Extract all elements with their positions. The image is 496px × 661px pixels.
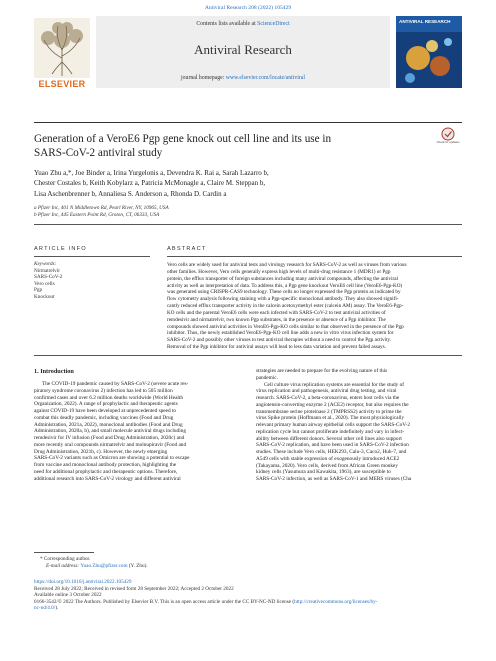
abstract-line: flow cytometry analysis following staining with a Pgp-specific monoclonal antibody. They also showed signifi- xyxy=(167,296,399,303)
body-line: research. SARS-CoV-2, a beta-coronavirus, enters host cells via the xyxy=(256,395,400,401)
article-title xyxy=(34,132,434,160)
keyword: Vero cells xyxy=(34,280,55,287)
body-line: Organization, 2022). A range of prophylactic and therapeutic agents xyxy=(34,401,178,408)
masthead-rule xyxy=(34,122,462,123)
abstract-line: KO cells and the parental VeroE6 cells were each infected with SARS-CoV-2 to test antiviral activities of xyxy=(167,309,386,316)
corresponding-author: * Corresponding author. xyxy=(40,556,91,562)
body-line: against COVID-19 have been developed at unprecedented speed to xyxy=(34,408,177,414)
keywords-label: Keywords: xyxy=(34,261,57,267)
body-line: A549 cells with stable expression of exogenously introduced ACE2 xyxy=(256,455,400,462)
elsevier-tree-icon xyxy=(34,18,90,78)
body-line: virus replication and pathogenesis, antiviral drug testing, and viral xyxy=(256,388,397,395)
email-link[interactable]: Yuao.Zhu@pfizer.com xyxy=(80,562,128,569)
body-line: remdesivir for IV infusion (Food and Drug Administration, 2020c) and xyxy=(34,435,185,441)
license-line: 0166-3542/© 2022 The Authors. Published by Elsevier B.V. This is an open access article under the CC BY-NC-ND license (http://creativecommons.org/licenses/by- xyxy=(34,598,378,605)
abstract-body xyxy=(167,262,462,351)
body-line: need for additional prophylactic and therapeutic options. Therefore, xyxy=(34,468,178,475)
running-head: Antiviral Research 208 (2022) 105429 xyxy=(204,5,292,11)
body-line: ability between different donors. Several other cell lines also support xyxy=(256,435,402,442)
affiliation-b: b Pfizer Inc, 445 Eastern Point Rd, Groton, CT, 06333, USA xyxy=(34,211,160,218)
abstract-line: SARS-CoV-2 and possibly other viruses to test antiviral therapies without a need to control the Pgp activity. xyxy=(167,337,392,344)
affiliations xyxy=(34,205,462,218)
body-line: replication cycle but cannot proliferate indefinitely and vary in infect- xyxy=(256,428,405,435)
abstract-bottom-rule xyxy=(34,355,462,356)
abstract-line: Removal of the Pgp inhibitor for antiviral assays will lead to less data variation and prevent failed assays. xyxy=(167,344,386,351)
abstract-line: inhibitor. Thus, the newly established VeroE6-Pgp-KO cell line adds a new in vitro virus infection system for xyxy=(167,330,394,337)
journal-homepage-link[interactable]: www.elsevier.com/locate/antiviral xyxy=(225,75,305,81)
abstract-line: was generated using CRISPR-CAS9 technology. These cells no longer expressed the Pgp protein as indicated by xyxy=(167,289,401,296)
homepage-line: journal homepage: www.elsevier.com/locate/antiviral xyxy=(181,75,305,81)
body-line: piratory syndrome coronavirus 2) infection has led to 505 million xyxy=(34,387,173,394)
body-line: Administration, 2021a, 2022), monoclonal antibodies (Food and Drug xyxy=(34,421,183,428)
abstract-line: activity as well as interpretation of data. To address this, a Pgp gene knockout VeroE6 cell line (VeroE6-Pgp-KO) xyxy=(167,282,403,289)
keyword: Nirmatrelvir xyxy=(34,267,60,274)
body-line: (Takayama, 2020). Vero cells, derived from African Green monkey xyxy=(256,462,399,469)
publisher-name: ELSEVIER xyxy=(38,79,86,89)
license-link[interactable]: http://creativecommons.org/licenses/by- xyxy=(294,598,378,605)
footnote xyxy=(34,556,462,569)
authors-line-2: Chester Costales b, Keith Kobylarz a, Patricia McMonagle a, Claire M. Steppan b, xyxy=(34,179,266,188)
received-dates: Received 28 July 2022; Received in revised form 28 September 2022; Accepted 2 October 2022 xyxy=(34,585,234,592)
authors-line-1: Yuao Zhu a,*, Joe Binder a, Irina Yurgelonis a, Devendra K. Rai a, Sarah Lazarro b, xyxy=(34,169,269,177)
body-line: strategies are needed to prepare for the evolving nature of this xyxy=(256,368,388,374)
body-line: confirmed cases and over 6.2 million deaths worldwide (World Health xyxy=(34,394,184,401)
keyword: Pgp xyxy=(34,287,43,294)
title-line-1: Generation of a VeroE6 Pgp gene knock out cell line and its use in xyxy=(34,133,332,145)
keywords-block xyxy=(34,261,150,301)
affiliation-a: a Pfizer Inc, 401 N Middletown Rd, Pearl River, NY, 10965, USA xyxy=(34,205,169,211)
footnote-rule xyxy=(34,552,94,553)
body-line: Drug Administration, 2021b, c). However, the newly emerging xyxy=(34,448,168,455)
authors-line-3: Lisa Aschenbrenner b, Annaliesa S. Anderson a, Rhonda D. Cardin a xyxy=(34,189,227,198)
body-line: studies. These include Vero cells, HEK293, Calu-3, Caco2, Huh-7, and xyxy=(256,449,407,455)
body-line: from vaccine and monoclonal antibody protection, highlighting the xyxy=(34,462,177,468)
abstract-line: protein, the efflux transporter of foreign substances including many antiviral compounds, affecting the antiviral xyxy=(167,275,399,282)
check-updates-icon xyxy=(436,127,460,141)
article-info-heading: ARTICLE INFO xyxy=(34,246,87,252)
body-line: additional research into SARS-CoV-2 virology and different antiviral xyxy=(34,475,181,482)
body-line: SARS-CoV-2 infection, as well as SARS-CoV-1 and MERS viruses (Cha xyxy=(256,476,412,482)
body-line: more recently oral compounds nirmatrelvir and molnupiravir (Food and xyxy=(34,441,187,448)
license-line-2: nc-nd/4.0/). xyxy=(34,605,59,612)
journal-cover xyxy=(396,16,462,88)
title-line-2: SARS-CoV-2 antiviral study xyxy=(34,147,163,159)
body-line: SARS-CoV-2 replication, and have been used in SARS-CoV-2 infection xyxy=(256,442,409,449)
sciencedirect-link[interactable]: ScienceDirect xyxy=(257,21,290,27)
elsevier-logo xyxy=(34,18,90,88)
check-updates-badge[interactable] xyxy=(436,127,460,147)
article-info-rule xyxy=(34,256,150,257)
body-line: SARS-CoV-2 variants such as Omicron are showing a potential to escape xyxy=(34,455,190,462)
abstract-line: other families. However, Vero cells generally express high levels of multi-drug resistance 1 (MDR1) or Pgp xyxy=(167,268,391,275)
license-link-cont[interactable]: nc-nd/4.0/ xyxy=(34,605,56,612)
email-line: E-mail address: Yuao.Zhu@pfizer.com (Y. Zhu). xyxy=(46,562,148,569)
body-line: The COVID-19 pandemic caused by SARS-CoV-2 (severe acute res- xyxy=(42,381,189,387)
body-line: virus Spike protein (Hoffmann et al., 2020). The most physiologically xyxy=(256,415,405,422)
header-rule xyxy=(34,224,462,225)
check-updates-label: Check for updates xyxy=(436,140,460,144)
publication-info xyxy=(34,579,462,612)
journal-title: Antiviral Research xyxy=(194,42,292,57)
abstract-line: Vero cells are widely used for antiviral tests and virology research for SARS-CoV-2 as well as viruses from various xyxy=(167,262,407,268)
body-line: transmembrane serine proteinase 2 (TMPRSS2) activity to prime the xyxy=(256,408,402,415)
right-column xyxy=(256,368,463,483)
body-line: Administration, 2020a, b), and small molecule antiviral drugs including xyxy=(34,428,186,435)
left-column xyxy=(34,381,241,482)
body-line: angiotensin-converting enzyme 2 (ACE2) receptor, but also requires the xyxy=(256,401,409,408)
available-online: Available online 3 October 2022 xyxy=(34,592,102,599)
authors xyxy=(34,168,462,199)
cover-title: ANTIVIRAL RESEARCH xyxy=(399,19,451,24)
body-line: kidney cells (Yasumura and Kawakita, 1963), are susceptible to xyxy=(256,469,391,476)
abstract-heading: ABSTRACT xyxy=(167,246,207,252)
body-line: relevant primary human airway epithelial cells support the SARS-CoV-2 xyxy=(256,422,410,428)
body-line: combat this deadly pandemic, including vaccines (Food and Drug xyxy=(34,414,174,421)
contents-line: Contents lists available at ScienceDirect xyxy=(196,21,290,27)
abstract-rule xyxy=(167,256,462,257)
keyword: SARS-CoV-2 xyxy=(34,274,63,281)
doi-link[interactable]: https://doi.org/10.1016/j.antiviral.2022.105429 xyxy=(34,579,132,585)
abstract-line: compounds showed antiviral activities in VeroE6-Pgp-KO cells similar to that observed in the presence of the Pgp xyxy=(167,323,404,330)
section-heading-introduction: 1. Introduction xyxy=(34,368,74,375)
masthead xyxy=(34,16,462,108)
body-line: Cell culture virus replication systems are essential for the study of xyxy=(264,381,405,388)
keyword: Knockout xyxy=(34,293,55,300)
body-line: pandemic. xyxy=(256,374,278,381)
cover-virus-image xyxy=(396,32,462,88)
abstract-line: cantly reduced efflux transporter activity in the calcein acetoxymethyl ester (calcein AM) assay. The VeroE6-Pgp- xyxy=(167,303,404,310)
abstract-line: remdesivir and nirmatrelvir, two known Pgp substrates, in the presence or absence of a Pgp inhibitor. The xyxy=(167,316,386,323)
